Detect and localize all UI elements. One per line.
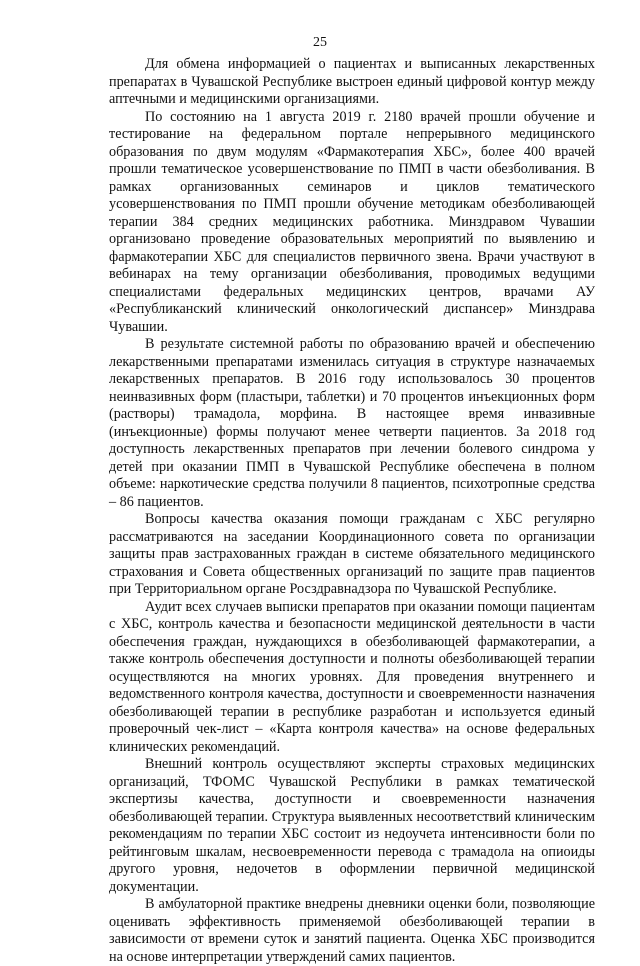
paragraph-prescription-structure: В результате системной работы по образованию врачей и обеспечению лекарственными препаратами изменилась ситуация в структуре назначаемых лекарственных препаратов. В 2016 году использовалось 30 процентов неинвазивных форм (пластыри, таблетки) и 70 процентов инъекционных форм (растворы) трамадола, морфина. В настоящее время инвазивные (инъекционные) формы получают менее четверти пациентов. За 2018 год доступность лекарственных препаратов при лечении болевого синдрома у детей при оказании ПМП в Чувашской Республике обеспечена в полном объеме: наркотические средства получили 8 пациентов, психотропные средства – 86 пациентов.	[109, 336, 595, 510]
paragraph-quality-questions: Вопросы качества оказания помощи гражданам с ХБС регулярно рассматриваются на заседании Координационного совета по организации защиты прав застрахованных граждан в системе обязательного медицинского страхования и Совета общественных организаций по защите прав пациентов при Территориальном органе Росздравнадзора по Чувашской Республике.	[109, 511, 595, 597]
paragraph-pain-diaries: В амбулаторной практике внедрены дневники оценки боли, позволяющие оценивать эффективность применяемой обезболивающей терапии в зависимости от времени суток и занятий пациента. Оценка ХБС производится на основе интерпретации утверждений самих пациентов.	[109, 896, 595, 965]
paragraph-external-control: Внешний контроль осуществляют эксперты страховых медицинских организаций, ТФОМС Чувашской Республики в рамках тематической экспертизы качества, доступности и своевременности назначения обезболивающей терапии. Структура выявленных несоответствий клиническим рекомендациям по терапии ХБС состоит из недоучета интенсивности боли по рейтинговым шкалам, несвоевременности перевода с трамадола на опиоиды другого уровня, недочетов в оформлении первичной медицинской документации.	[109, 756, 595, 895]
paragraph-doctor-training: По состоянию на 1 августа 2019 г. 2180 врачей прошли обучение и тестирование на федеральном портале непрерывного медицинского образования по двум модулям «Фармакотерапия ХБС», более 400 врачей прошли тематическое усовершенствование по ПМП в части обезболивания. В рамках организованных семинаров и циклов тематического усовершенствования по ПМП прошли обучение методикам обезболивающей терапии 384 средних медицинских работника. Минздравом Чувашии организовано проведение образовательных мероприятий по выявлению и фармакотерапии ХБС для специалистов первичного звена. Врачи участвуют в вебинарах на тему организации обезболивания, проводимых ведущими специалистами федеральных медицинских центров, врачами АУ «Республиканский клинический онкологический диспансер» Минздрава Чувашии.	[109, 108, 595, 335]
paragraph-audit: Аудит всех случаев выписки препаратов при оказании помощи пациентам с ХБС, контроль качества и безопасности медицинской деятельности в части обеспечения граждан, нуждающихся в обезболивающей фармакотерапии, а также контроль обеспечения доступности и полноты обезболивающей терапии осуществляются на многих уровнях. Для проведения внутреннего и ведомственного контроля качества, доступности и своевременности назначения обезболивающей терапии в республике разработан и используется единый проверочный чек-лист – «Карта контроля качества» на основе федеральных клинических рекомендаций.	[109, 598, 595, 755]
page-body	[109, 56, 595, 966]
page-number: 25	[313, 35, 327, 50]
paragraph-digital-contour: Для обмена информацией о пациентах и выписанных лекарственных препаратах в Чувашской Республике выстроен единый цифровой контур между аптечными и медицинскими организациями.	[109, 56, 595, 107]
